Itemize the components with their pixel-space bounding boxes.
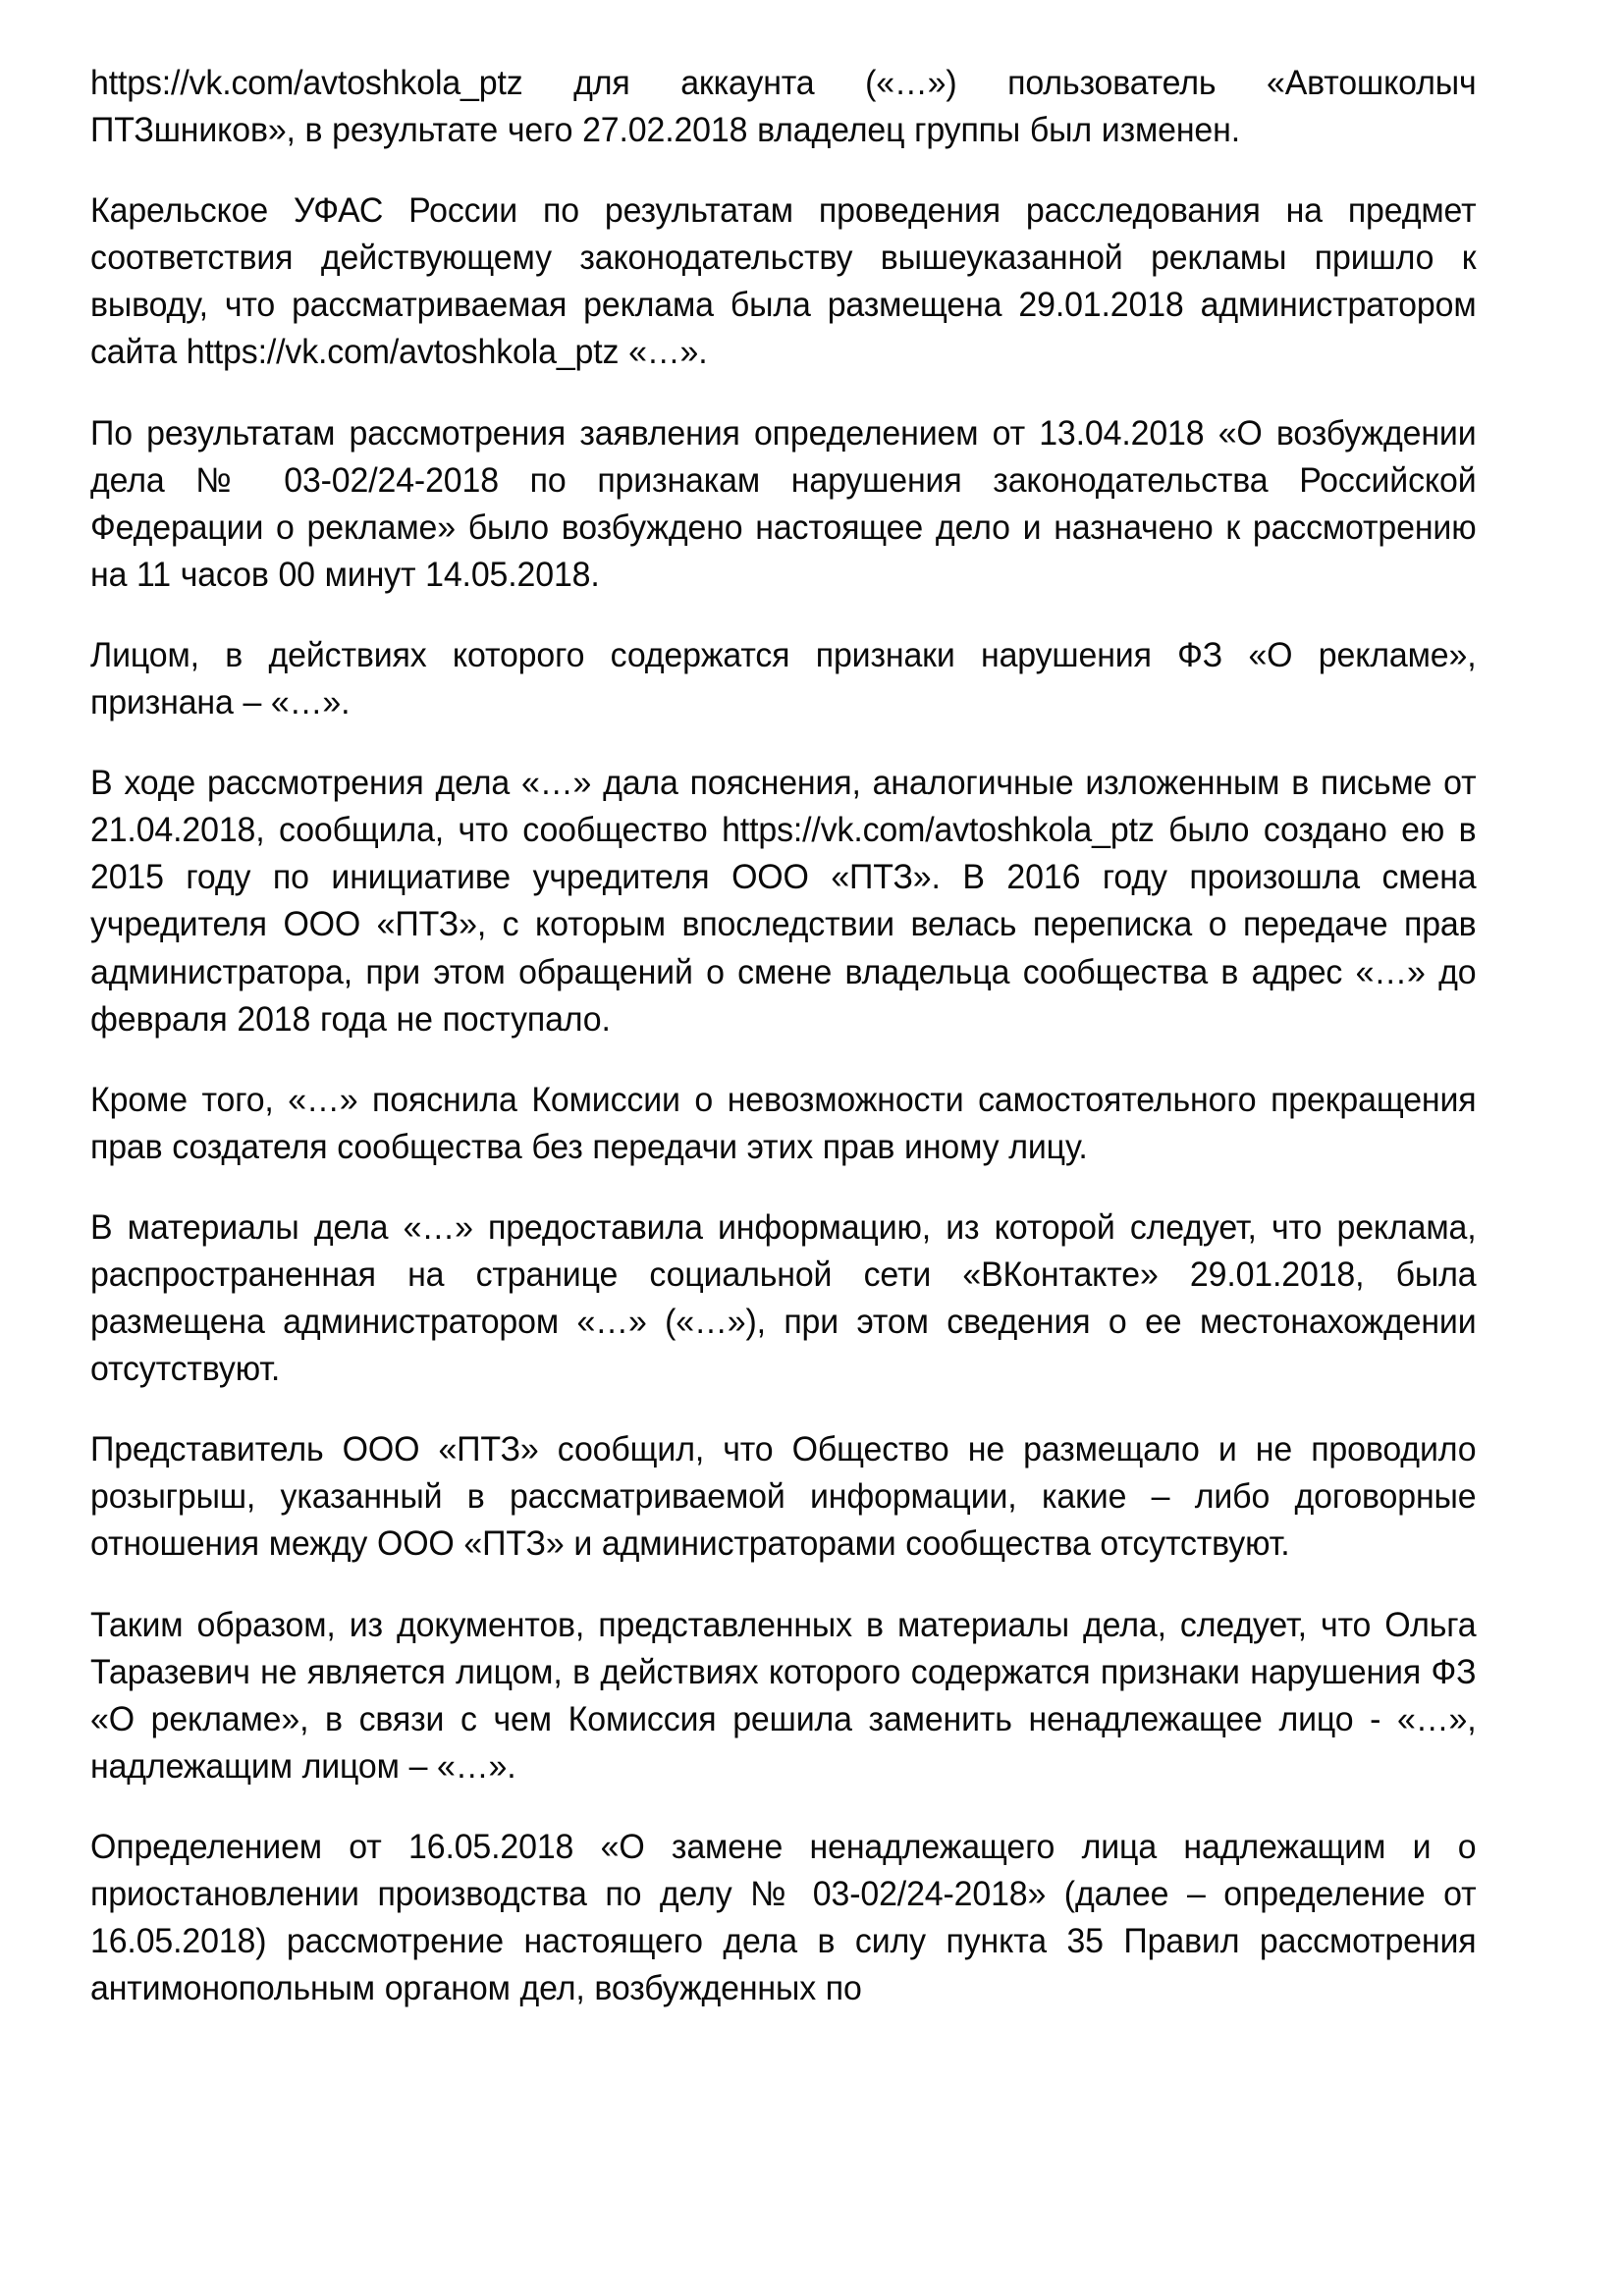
paragraph-1: https://vk.com/avtoshkola_ptz для аккаунта («…») пользователь «Автошколыч ПТЗшников», в результате чего 27.02.2018 владелец группы был изменен. bbox=[90, 63, 1487, 150]
paragraph-3: По результатам рассмотрения заявления определением от 13.04.2018 «О возбуждении дела № 03-02/24-2018 по признакам нарушения законодательства Российской Федерации о рекламе» было возбуждено настоящее дело и назначено к рассмотрению на 11 часов 00 минут 14.05.2018. bbox=[90, 412, 1487, 594]
document-text-body bbox=[90, 59, 1542, 2011]
paragraph-8: Представитель ООО «ПТЗ» сообщил, что Общество не размещало и не проводило розыгрыш, указанный в рассматриваемой информации, какие – либо договорные отношения между ООО «ПТЗ» и администраторами сообщества отсутствуют. bbox=[90, 1429, 1487, 1564]
paragraph-9: Таким образом, из документов, представленных в материалы дела, следует, что Ольга Таразевич не является лицом, в действиях которого содержатся признаки нарушения ФЗ «О рекламе», в связи с чем Комиссия решила заменить ненадлежащее лицо - «…», надлежащим лицом – «…». bbox=[90, 1604, 1487, 1786]
paragraph-10: Определением от 16.05.2018 «О замене ненадлежащего лица надлежащим и о приостановлении производства по делу № 03-02/24-2018» (далее – определение от 16.05.2018) рассмотрение настоящего дела в силу пункта 35 Правил рассмотрения антимонопольным органом дел, возбужденных по bbox=[90, 1826, 1487, 2008]
paragraph-5: В ходе рассмотрения дела «…» дала пояснения, аналогичные изложенным в письме от 21.04.2018, сообщила, что сообщество https://vk.com/avtoshkola_ptz было создано ею в 2015 году по инициативе учредителя ООО «ПТЗ». В 2016 году произошла смена учредителя ООО «ПТЗ», с которым впоследствии велась переписка о передаче прав администратора, при этом обращений о смене владельца сообщества в адрес «…» до февраля 2018 года не поступало. bbox=[90, 763, 1487, 1039]
paragraph-4: Лицом, в действиях которого содержатся признаки нарушения ФЗ «О рекламе», признана – «…». bbox=[90, 634, 1487, 722]
paragraph-6: Кроме того, «…» пояснила Комиссии о невозможности самостоятельного прекращения прав создателя сообщества без передачи этих прав иному лицу. bbox=[90, 1079, 1487, 1166]
paragraph-7: В материалы дела «…» предоставила информацию, из которой следует, что реклама, распространенная на странице социальной сети «ВКонтакте» 29.01.2018, была размещена администратором «…» («…»), при этом сведения о ее местонахождении отсутствуют. bbox=[90, 1206, 1487, 1389]
paragraph-2: Карельское УФАС России по результатам проведения расследования на предмет соответствия действующему законодательству вышеуказанной рекламы пришло к выводу, что рассматриваемая реклама была размещена 29.01.2018 администратором сайта https://vk.com/avtoshkola_ptz «…». bbox=[90, 190, 1487, 372]
